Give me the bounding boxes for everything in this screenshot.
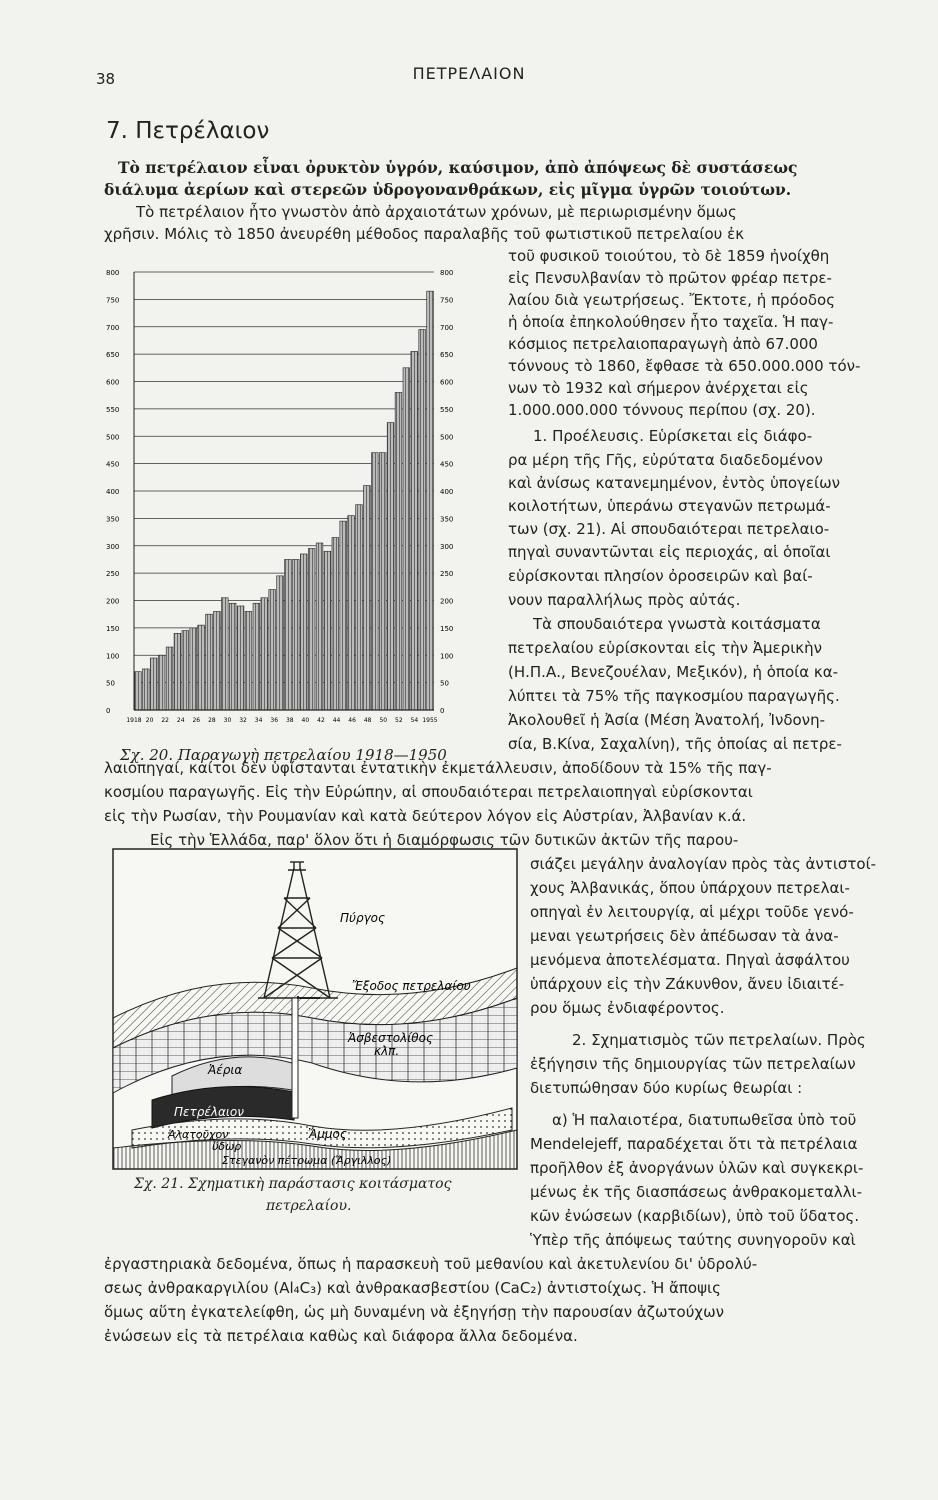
text-line: μενόμενα ἀποτελέσματα. Πηγαὶ ἀσφάλτου [530, 951, 850, 969]
y-tick-label-left: 600 [106, 378, 120, 387]
y-tick-label-left: 350 [106, 515, 120, 524]
y-tick-label-right: 400 [440, 488, 454, 496]
text-line: μεναι γεωτρήσεις δὲν ἀπέδωσαν τὰ ἀνα- [530, 927, 839, 945]
text-line: διάλυμα ἀερίων καὶ στερεῶν ὑδρογονανθράκων, εἰς μῖγμα ὑγρῶν τοιούτων. [104, 180, 792, 199]
bar [174, 633, 181, 710]
y-tick-label-left: 400 [106, 488, 120, 496]
text-line: εἰς τὴν Ρωσίαν, τὴν Ρουμανίαν καὶ κατὰ δεύτερον λόγον εἰς Αὐστρίαν, Ἀλβανίαν κ.ά. [104, 807, 747, 825]
text-line: οπηγαὶ ἐν λειτουργίᾳ, αἱ μέχρι τοῦδε γενό- [530, 903, 854, 921]
bar [300, 554, 307, 710]
bar [182, 631, 189, 710]
y-tick-label-left: 50 [106, 679, 115, 688]
text-line: ρα μέρη τῆς Γῆς, εὐρύτατα διαδεδομένον [508, 451, 823, 469]
bar [387, 423, 394, 710]
text-line: διετυπώθησαν δύο κυρίως θεωρίαι : [530, 1079, 803, 1097]
text-line: 2. Σχηματισμὸς τῶν πετρελαίων. Πρὸς [572, 1031, 866, 1049]
bar [324, 551, 331, 710]
x-tick-label: 36 [270, 717, 279, 724]
text-line: εὑρίσκονται πλησίον ὀροσειρῶν καὶ βαί- [508, 567, 813, 585]
text-line: 1.000.000.000 τόννους περίπου (σχ. 20). [508, 401, 816, 419]
y-tick-label-left: 750 [106, 296, 120, 305]
running-head: ΠΕΤΡΕΛΑΙΟΝ [412, 64, 526, 83]
x-tick-label: 48 [363, 717, 372, 724]
x-tick-label: 32 [239, 717, 247, 724]
y-tick-label-left: 300 [106, 542, 120, 551]
y-tick-label-right: 500 [440, 433, 454, 442]
fig21-caption-line2: πετρελαίου. [266, 1198, 352, 1214]
label-sand: Ἄμμος [308, 1127, 347, 1141]
bar [245, 611, 252, 710]
text-line: καὶ ἀνίσως κατανεμημένον, ἐντὸς ὑπογείων [508, 474, 841, 492]
text-line: σεως ἀνθρακαργιλίου (Al₄C₃) καὶ ἀνθρακασβεστίου (CaC₂) ἀντιστοίχως. Ἡ ἄποψις [104, 1279, 721, 1297]
bar [308, 548, 315, 710]
bar [427, 291, 434, 710]
y-tick-label-left: 650 [106, 351, 120, 360]
bar [158, 655, 165, 710]
text-line: πηγαὶ συναντῶνται εἰς περιοχάς, αἱ ὁποῖαι [508, 543, 831, 561]
y-tick-label-left: 550 [106, 405, 120, 414]
x-tick-label: 38 [285, 717, 294, 724]
text-line: Ὑπὲρ τῆς ἀπόψεως ταύτης συνηγοροῦν καὶ [530, 1231, 856, 1249]
x-tick-label: 20 [145, 717, 154, 724]
bar [403, 368, 410, 710]
text-line: κοσμίου παραγωγῆς. Εἰς τὴν Εὐρώπην, αἱ σπουδαιότεραι πετρελαιοπηγαὶ εὑρίσκονται [104, 783, 753, 801]
text-line: ἐξήγησιν τῆς δημιουργίας τῶν πετρελαίων [530, 1055, 856, 1073]
text-line: τόννους τὸ 1860, ἔφθασε τὰ 650.000.000 τόν- [508, 357, 861, 375]
y-tick-label-left: 800 [106, 269, 120, 277]
text-line: σιάζει μεγάλην ἀναλογίαν πρὸς τὰς ἀντιστοί- [530, 855, 877, 873]
text-line: ρου ὅμως ἐνδιαφέροντος. [530, 999, 725, 1017]
page-number: 38 [96, 70, 116, 88]
y-tick-label-left: 0 [106, 707, 111, 715]
text-line: κόσμιος πετρελαιοπαραγωγὴ ἀπὸ 67.000 [508, 335, 818, 353]
x-tick-label: 42 [317, 717, 325, 724]
y-tick-label-right: 350 [440, 515, 454, 524]
x-tick-label: 50 [379, 717, 388, 724]
y-tick-label-right: 200 [440, 597, 454, 606]
bar [237, 606, 244, 710]
label-saltwater-2: ὕδωρ [212, 1140, 242, 1153]
fig21-caption-line1: Σχ. 21. Σχηματικὴ παράστασις κοιτάσματος [134, 1176, 452, 1192]
bar [135, 672, 142, 710]
bar [348, 516, 355, 710]
y-tick-label-left: 450 [106, 460, 120, 469]
y-tick-label-left: 250 [106, 570, 120, 579]
bar [190, 628, 197, 710]
bar [285, 559, 292, 710]
y-tick-label-right: 100 [440, 652, 454, 661]
bar [214, 611, 221, 710]
text-line: κῶν ἐνώσεων (καρβιδίων), ὑπὸ τοῦ ὕδατος. [530, 1207, 860, 1225]
text-line: ὅμως αὕτη ἐγκατελείφθη, ὡς μὴ δυναμένη νὰ ἐξηγήσῃ τὴν παρουσίαν ἀζωτούχων [104, 1303, 725, 1321]
text-line: προῆλθον ἐξ ἀνοργάνων ὑλῶν καὶ συγκεκρι- [530, 1159, 864, 1177]
bar [253, 603, 260, 710]
text-line: α) Ἡ παλαιοτέρα, διατυπωθεῖσα ὑπὸ τοῦ [552, 1111, 857, 1129]
y-tick-label-right: 300 [440, 542, 454, 551]
x-tick-label: 44 [332, 717, 341, 724]
text-line: ὑπάρχουν εἰς τὴν Ζάκυνθον, ἄνευ ἰδιαιτέ- [530, 975, 845, 993]
label-tower: Πύργος [340, 911, 386, 925]
text-line: λαίου διὰ γεωτρήσεως. Ἔκτοτε, ἡ πρόοδος [508, 291, 836, 309]
y-tick-label-left: 150 [106, 624, 120, 633]
text-line: νουν παραλλήλως πρὸς αὐτάς. [508, 591, 741, 609]
bar [316, 543, 323, 710]
x-tick-label: 34 [254, 717, 263, 724]
bar [198, 625, 205, 710]
x-tick-label: 54 [410, 717, 419, 724]
x-tick-label: 22 [161, 717, 169, 724]
bar [277, 576, 284, 710]
y-tick-label-right: 50 [440, 679, 449, 688]
bar [340, 521, 347, 710]
y-tick-label-left: 200 [106, 597, 120, 606]
oil-deposit-diagram [112, 848, 518, 1170]
production-chart [104, 258, 494, 778]
y-tick-label-left: 500 [106, 433, 120, 442]
y-tick-label-right: 450 [440, 460, 454, 469]
y-tick-label-right: 650 [440, 351, 454, 360]
text-line: νων τὸ 1932 καὶ σήμερον ἀνέρχεται εἰς [508, 379, 809, 397]
label-limestone-1: Ἀσβεστολίθος [348, 1031, 434, 1045]
text-line: Ἀκολουθεῖ ἡ Ἀσία (Μέση Ἀνατολή, Ἰνδονη- [508, 711, 825, 729]
bar [261, 598, 268, 710]
text-line: πετρελαίου εὑρίσκονται εἰς τὴν Ἀμερικὴν [508, 639, 822, 657]
text-line: των (σχ. 21). Αἱ σπουδαιότεραι πετρελαιο- [508, 520, 830, 538]
text-line: κοιλοτήτων, ὑπεράνω στεγανῶν πετρωμά- [508, 497, 831, 515]
x-tick-label: 1955 [422, 717, 438, 724]
text-line: ἐργαστηριακὰ δεδομένα, ὅπως ἡ παρασκευὴ τοῦ μεθανίου καὶ ἀκετυλενίου δι' ὑδρολύ- [104, 1255, 758, 1273]
label-saltwater-1: Ἁλατοῦχον [168, 1128, 229, 1141]
text-line: Εἰς τὴν Ἑλλάδα, παρ' ὅλον ὅτι ἡ διαμόρφωσις τῶν δυτικῶν ἀκτῶν τῆς παρου- [150, 831, 739, 849]
bar [379, 453, 386, 710]
y-tick-label-right: 600 [440, 378, 454, 387]
text-line: χρῆσιν. Μόλις τὸ 1850 ἀνευρέθη μέθοδος παραλαβῆς τοῦ φωτιστικοῦ πετρελαίου ἐκ [104, 225, 745, 243]
bar [395, 392, 402, 710]
text-line: Mendelejeff, παραδέχεται ὅτι τὰ πετρέλαια [530, 1135, 858, 1153]
bar [419, 329, 426, 710]
well-pipe [292, 998, 298, 1118]
bar [371, 453, 378, 710]
text-line: εἰς Πενσυλβανίαν τὸ πρῶτον φρέαρ πετρε- [508, 269, 832, 287]
bar [364, 486, 371, 710]
x-tick-label: 26 [192, 717, 201, 724]
x-tick-label: 52 [395, 717, 403, 724]
bar [332, 538, 339, 710]
y-tick-label-right: 150 [440, 624, 454, 633]
label-limestone-2: κλπ. [374, 1044, 400, 1058]
bar [166, 647, 173, 710]
fig20-caption: Σχ. 20. Παραγωγὴ πετρελαίου 1918—1950 [120, 746, 447, 764]
text-line: σία, Β.Κίνα, Σαχαλίνη), τῆς ὁποίας αἱ πετρε- [508, 735, 842, 753]
bar [150, 658, 157, 710]
y-tick-label-right: 800 [440, 269, 454, 277]
text-line: ἐνώσεων εἰς τὰ πετρέλαια καθὼς καὶ διάφορα ἄλλα δεδομένα. [104, 1327, 578, 1345]
x-tick-label: 1918 [126, 717, 142, 724]
y-tick-label-left: 700 [106, 323, 120, 332]
bar [356, 505, 363, 710]
text-line: τοῦ φυσικοῦ τοιούτου, τὸ δὲ 1859 ἠνοίχθη [508, 247, 830, 265]
section-title: 7. Πετρέλαιον [106, 118, 270, 144]
y-tick-label-right: 0 [440, 707, 445, 715]
x-tick-label: 24 [176, 717, 185, 724]
y-tick-label-left: 100 [106, 652, 120, 661]
x-tick-label: 30 [223, 717, 232, 724]
text-line: μένως ἐκ τῆς διασπάσεως ἀνθρακομεταλλι- [530, 1183, 862, 1201]
text-line: λύπτει τὰ 75% τῆς παγκοσμίου παραγωγῆς. [508, 687, 840, 705]
label-outlet: Ἔξοδος πετρελαίου [352, 979, 471, 993]
y-tick-label-right: 250 [440, 570, 454, 579]
text-line: λαιοπηγαί, καίτοι δὲν ὑφίστανται ἐντατικὴν ἐκμετάλλευσιν, ἀποδίδουν τὰ 15% τῆς παγ- [104, 759, 772, 777]
bar [221, 598, 228, 710]
label-gas: Ἀέρια [208, 1063, 243, 1077]
text-line: Τὸ πετρέλαιον ἦτο γνωστὸν ἀπὸ ἀρχαιοτάτων χρόνων, μὲ περιωρισμένην ὅμως [136, 203, 737, 221]
x-tick-label: 28 [208, 717, 216, 724]
label-oil: Πετρέλαιον [174, 1105, 244, 1119]
text-line: Τὸ πετρέλαιον εἶναι ὀρυκτὸν ὑγρόν, καύσιμον, ἀπὸ ἀπόψεως δὲ συστάσεως [118, 158, 798, 177]
text-line: 1. Προέλευσις. Εὑρίσκεται εἰς διάφο- [533, 427, 813, 445]
y-tick-label-right: 550 [440, 405, 454, 414]
bar [229, 603, 236, 710]
bar [142, 669, 149, 710]
y-tick-label-right: 700 [440, 323, 454, 332]
x-tick-label: 40 [301, 717, 310, 724]
text-line: ἡ ὁποία ἐπηκολούθησεν ἦτο ταχεῖα. Ἡ παγ- [508, 313, 834, 331]
bar [292, 559, 299, 710]
text-line: Τὰ σπουδαιότερα γνωστὰ κοιτάσματα [533, 615, 821, 633]
bar [206, 614, 213, 710]
x-tick-label: 46 [348, 717, 356, 724]
y-tick-label-right: 750 [440, 296, 454, 305]
text-line: (Η.Π.Α., Βενεζουέλαν, Μεξικόν), ἡ ὁποία κα- [508, 663, 839, 681]
bar [411, 351, 418, 710]
bar [269, 590, 276, 710]
text-line: χους Ἀλβανικάς, ὅπου ὑπάρχουν πετρελαι- [530, 879, 850, 897]
label-impermeable: Στεγανὸν πέτρωμα (Ἄργιλλος) [222, 1154, 392, 1167]
